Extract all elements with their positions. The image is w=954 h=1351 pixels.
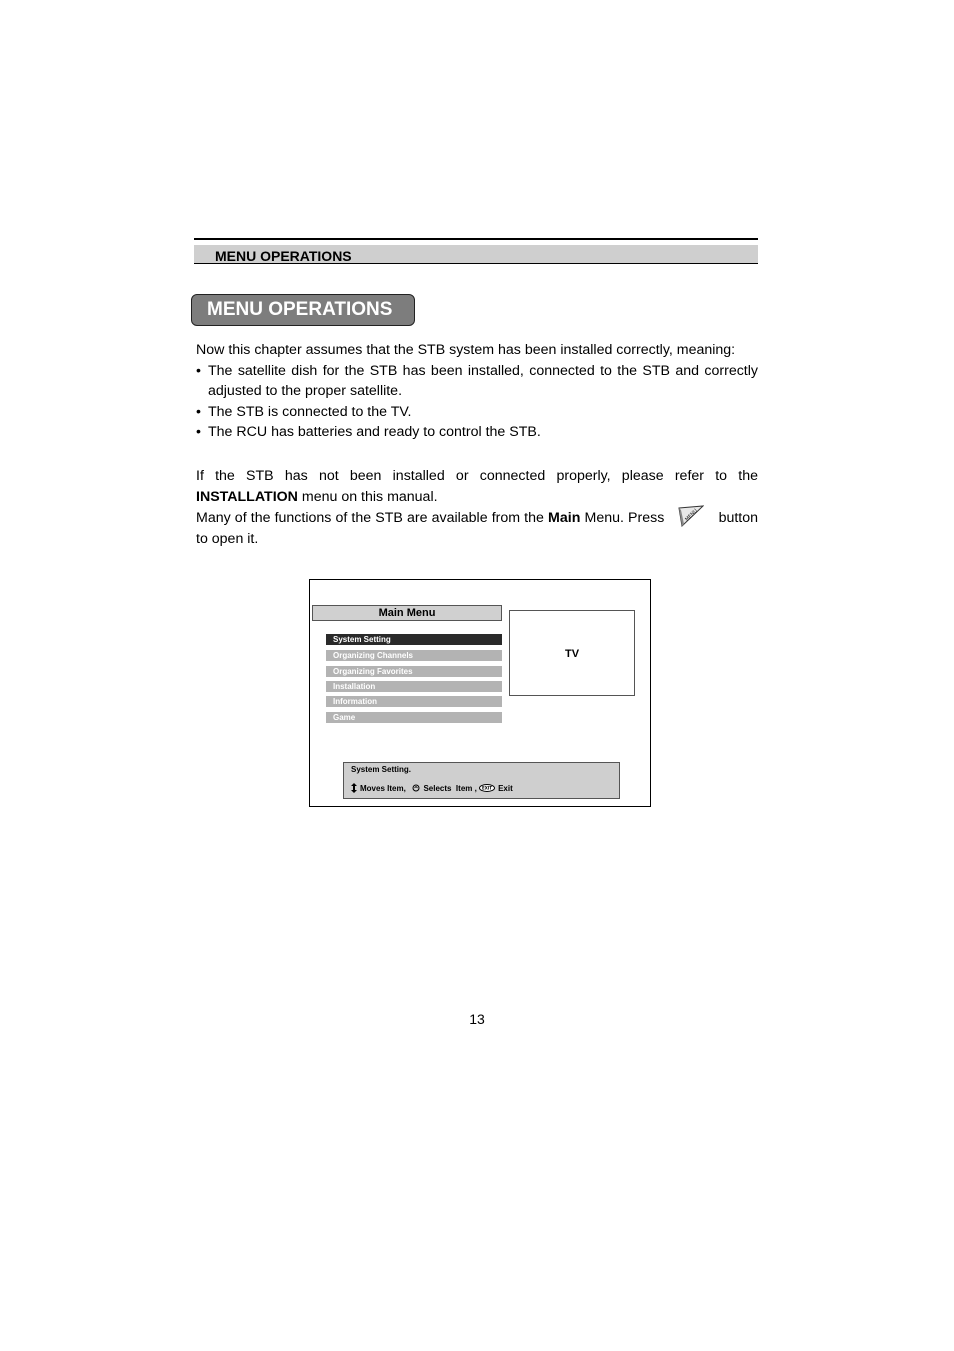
help-moves-label: Moves Item, (360, 783, 406, 793)
menu-item-game[interactable]: Game (326, 712, 502, 723)
text-run: menu on this manual. (301, 488, 438, 505)
menu-item-organizing-favorites[interactable]: Organizing Favorites (326, 666, 502, 677)
help-selects-label: Selects Item , (423, 783, 477, 793)
list-item (196, 361, 758, 402)
main-menu-paragraph (196, 507, 758, 550)
svg-text:MENU: MENU (684, 508, 700, 523)
page-title-box (191, 294, 415, 326)
ok-select-icon (412, 784, 420, 792)
menu-item-installation[interactable]: Installation (326, 681, 502, 692)
intro-section (196, 340, 758, 443)
bullet-icon: • (196, 362, 201, 379)
up-down-arrow-icon (351, 783, 357, 793)
menu-item-system-setting[interactable]: System Setting (326, 634, 502, 645)
tv-preview (509, 610, 635, 696)
section-header-label: MENU OPERATIONS (215, 248, 352, 264)
help-bar (343, 762, 620, 799)
text-run: If the STB has not been installed or connected properly, please refer to the (196, 468, 758, 484)
page-title: MENU OPERATIONS (207, 299, 393, 320)
main-bold: Main (548, 509, 581, 526)
installation-paragraph (196, 466, 758, 507)
bullet-text: The RCU has batteries and ready to control the STB. (208, 424, 541, 441)
section-header-bar (194, 238, 758, 264)
bullet-icon: • (196, 403, 201, 420)
intro-paragraph: Now this chapter assumes that the STB system has been installed correctly, meaning: (196, 342, 736, 358)
help-keys (351, 783, 513, 793)
help-exit-label: Exit (498, 783, 513, 793)
reference-section (196, 466, 758, 550)
text-run: Menu. Press (584, 509, 665, 526)
bullet-icon: • (196, 424, 201, 441)
page-number: 13 (469, 1011, 485, 1027)
menu-item-organizing-channels[interactable]: Organizing Channels (326, 650, 502, 661)
main-menu-screen (309, 579, 651, 807)
menu-button-icon (678, 505, 704, 527)
tv-label: TV (564, 648, 580, 660)
installation-bold: INSTALLATION (196, 488, 298, 505)
bullet-text: The satellite dish for the STB has been installed, connected to the STB and correctly adjusted to the proper satellite. (208, 362, 758, 400)
list-item (196, 402, 758, 423)
text-run: button to open it. (196, 509, 759, 548)
text-run: Many of the functions of the STB are available from the (196, 509, 544, 526)
svg-text:EXIT: EXIT (482, 785, 493, 791)
exit-button-icon (479, 784, 495, 792)
bullet-text: The STB is connected to the TV. (208, 403, 412, 420)
main-menu-title: Main Menu (312, 605, 502, 621)
list-item (196, 422, 758, 443)
menu-item-information[interactable]: Information (326, 696, 502, 707)
help-description: System Setting. (351, 765, 412, 774)
